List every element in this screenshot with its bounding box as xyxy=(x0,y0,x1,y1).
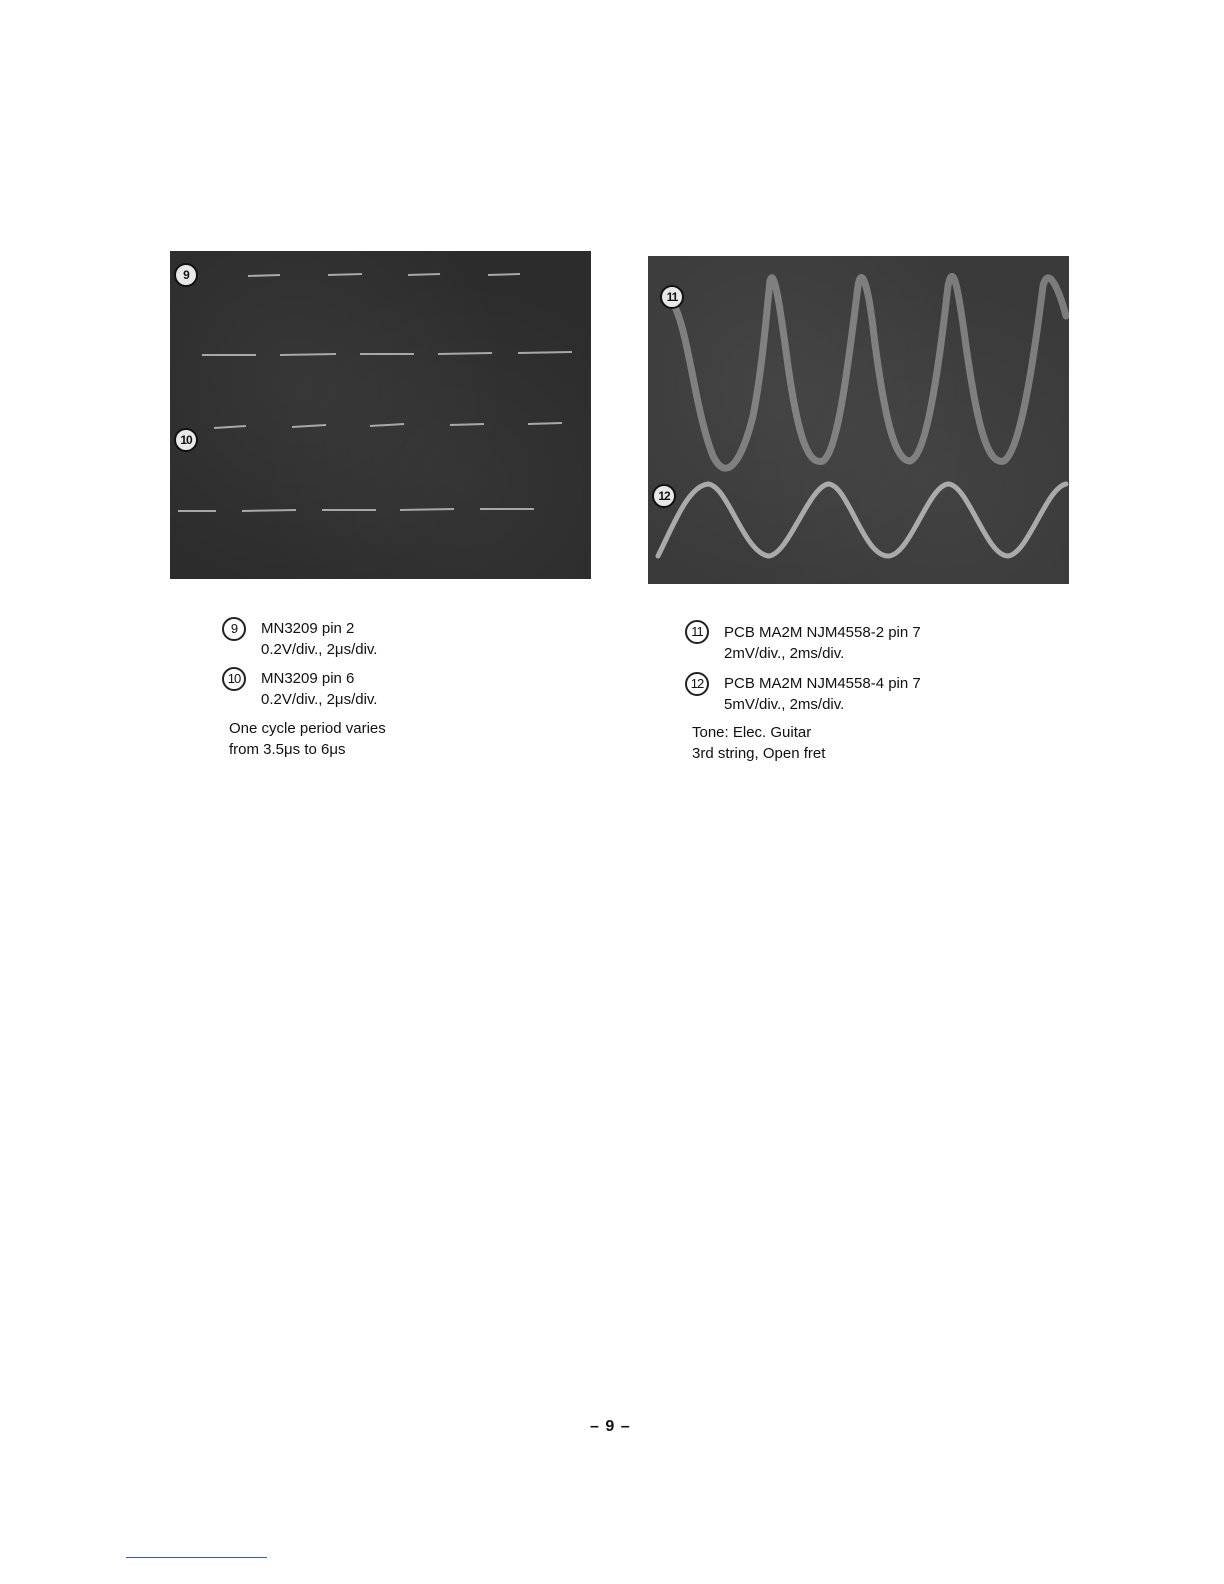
trace-10-high xyxy=(450,424,484,425)
caption-12 xyxy=(724,673,921,715)
page-number: – 9 – xyxy=(590,1418,631,1435)
caption-badge-10: 10 xyxy=(222,667,246,691)
caption-10-line1: MN3209 pin 6 xyxy=(261,670,355,687)
caption-badge-11: 11 xyxy=(685,620,709,644)
marker-12: 12 xyxy=(652,484,676,508)
trace-9-low xyxy=(280,354,336,355)
right-note-line2: 3rd string, Open fret xyxy=(692,745,826,762)
square-wave-traces xyxy=(170,251,591,579)
caption-10 xyxy=(261,668,377,710)
waveform-traces xyxy=(648,256,1069,584)
caption-11-line1: PCB MA2M NJM4558-2 pin 7 xyxy=(724,624,921,641)
trace-10-high xyxy=(370,424,404,426)
caption-12-line2: 5mV/div., 2ms/div. xyxy=(724,696,845,713)
caption-9-line1: MN3209 pin 2 xyxy=(261,620,355,637)
trace-9-low xyxy=(518,352,572,353)
trace-11-waveform xyxy=(668,276,1066,468)
trace-9-high xyxy=(408,274,440,275)
trace-9-low xyxy=(438,353,492,354)
caption-badge-9: 9 xyxy=(222,617,246,641)
footer-rule xyxy=(126,1557,267,1558)
right-note xyxy=(692,722,825,764)
right-note-line1: Tone: Elec. Guitar xyxy=(692,724,812,741)
trace-9-high xyxy=(328,274,362,275)
trace-9-high xyxy=(488,274,520,275)
caption-11-line2: 2mV/div., 2ms/div. xyxy=(724,645,845,662)
left-note-line2: from 3.5μs to 6μs xyxy=(229,741,346,758)
marker-11: 11 xyxy=(660,285,684,309)
trace-9-high xyxy=(248,275,280,276)
trace-10-low xyxy=(242,510,296,511)
oscilloscope-photo-left xyxy=(170,251,591,579)
left-note xyxy=(229,718,386,760)
marker-9: 9 xyxy=(174,263,198,287)
trace-12-waveform xyxy=(658,484,1066,556)
caption-12-line1: PCB MA2M NJM4558-4 pin 7 xyxy=(724,675,921,692)
trace-10-high xyxy=(214,426,246,428)
trace-10-low xyxy=(400,509,454,510)
marker-10: 10 xyxy=(174,428,198,452)
caption-9 xyxy=(261,618,377,660)
left-note-line1: One cycle period varies xyxy=(229,720,386,737)
caption-badge-12: 12 xyxy=(685,672,709,696)
oscilloscope-photo-right xyxy=(648,256,1069,584)
trace-10-high xyxy=(528,423,562,424)
caption-11 xyxy=(724,622,921,664)
caption-10-line2: 0.2V/div., 2μs/div. xyxy=(261,691,378,708)
caption-9-line2: 0.2V/div., 2μs/div. xyxy=(261,641,378,658)
trace-10-high xyxy=(292,425,326,427)
